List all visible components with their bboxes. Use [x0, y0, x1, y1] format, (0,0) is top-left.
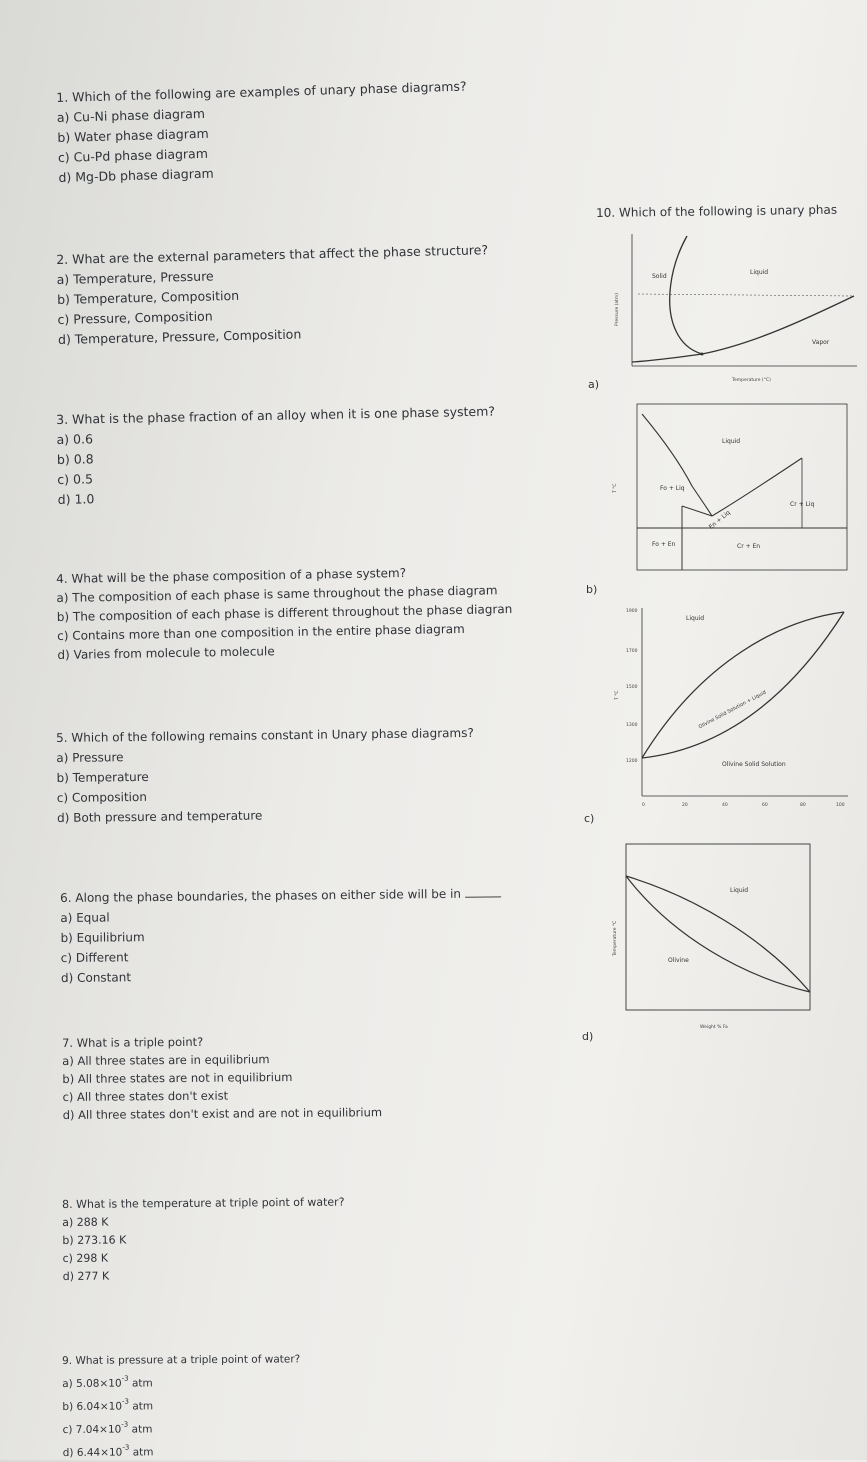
- option-text: a) 5.08×10: [62, 1377, 122, 1390]
- exponent: -3: [121, 1397, 130, 1406]
- diagram-b: [612, 398, 852, 588]
- diagram-d: [612, 836, 848, 1036]
- y-tick: 1300: [626, 723, 638, 728]
- option-c: c) 0.5: [57, 471, 94, 487]
- solid-label: Olivine: [668, 957, 689, 964]
- option-d: d) All three states don't exist and are not in equilibrium: [62, 1105, 383, 1122]
- y-axis-label: T °C: [615, 690, 620, 700]
- liquid-label: Liquid: [686, 615, 705, 622]
- option-a: a) 0.6: [56, 431, 94, 447]
- question-9: [62, 1350, 301, 1462]
- liquid-label: Liquid: [722, 438, 741, 445]
- y-axis-label: T °C: [613, 483, 618, 493]
- question-10-stem: 10. Which of the following is unary phas: [596, 202, 838, 220]
- option-a: a) All three states are in equilibrium: [62, 1052, 270, 1068]
- question-2: [56, 240, 490, 350]
- option-a: a) The composition of each phase is same throughout the phase diagram: [56, 583, 498, 605]
- fo-en-label: Fo + En: [652, 541, 676, 548]
- cr-liq-label: Cr + Liq: [790, 501, 815, 508]
- x-tick: 0: [642, 803, 645, 808]
- x-tick: 40: [722, 803, 728, 808]
- liquid-label: Liquid: [750, 269, 769, 276]
- option-b: b) Temperature: [56, 769, 149, 785]
- option-a: a) Pressure: [56, 750, 124, 765]
- question-4: [56, 562, 513, 665]
- unit: atm: [132, 1446, 154, 1459]
- option-b: b) 273.16 K: [62, 1233, 127, 1247]
- unit: atm: [132, 1400, 154, 1413]
- option-b: b) Temperature, Composition: [56, 287, 240, 307]
- diagram-a: [612, 226, 862, 386]
- option-d: d) Mg-Db phase diagram: [58, 165, 214, 185]
- question-stem: 3. What is the phase fraction of an alloy when it is one phase system?: [56, 403, 496, 427]
- x-axis-label: Weight % Fa: [700, 1025, 728, 1030]
- question-stem: 9. What is pressure at a triple point of water?: [62, 1353, 301, 1367]
- x-tick: 100: [836, 803, 845, 808]
- option-b: b) Equilibrium: [60, 930, 145, 945]
- y-axis-label: Pressure (atm): [615, 292, 620, 326]
- option-d: d) 277 K: [62, 1269, 110, 1283]
- option-c: c) Different: [60, 950, 129, 965]
- option-b: b) The composition of each phase is different throughout the phase diagran: [56, 602, 513, 624]
- y-tick: 1200: [626, 759, 638, 764]
- option-a-label: a): [588, 378, 600, 391]
- option-c-label: c): [584, 812, 595, 825]
- option-c: c) Cu-Pd phase diagram: [57, 145, 209, 165]
- question-stem: 2. What are the external parameters that affect the phase structure?: [56, 242, 489, 267]
- y-tick: 1700: [626, 649, 638, 654]
- question-stem: 4. What will be the phase composition of a phase system?: [56, 565, 407, 586]
- option-b: b) Water phase diagram: [57, 125, 209, 145]
- option-d: d) 1.0: [57, 491, 95, 507]
- option-a: [62, 1368, 300, 1393]
- option-c: c) 298 K: [62, 1251, 109, 1265]
- exponent: -3: [121, 1420, 129, 1429]
- y-tick: 1900: [626, 609, 638, 614]
- option-c: [62, 1414, 300, 1439]
- solid-label: Olivine Solid Solution: [722, 761, 786, 768]
- option-text: c) 7.04×10: [62, 1423, 122, 1436]
- option-a: a) Temperature, Pressure: [56, 268, 214, 287]
- x-tick: 20: [682, 803, 688, 808]
- question-3: [56, 402, 497, 510]
- option-d: d) Both pressure and temperature: [57, 808, 263, 825]
- option-d: d) Constant: [60, 970, 132, 985]
- option-b-label: b): [586, 583, 598, 596]
- question-5: [56, 723, 475, 828]
- option-d-label: d): [582, 1030, 594, 1043]
- option-c: c) Composition: [56, 789, 147, 805]
- answer-blank: [465, 896, 501, 897]
- question-stem: 1. Which of the following are examples of unary phase diagrams?: [56, 78, 467, 105]
- diagram-c: [612, 600, 852, 820]
- option-a: a) Cu-Ni phase diagram: [56, 105, 206, 125]
- x-axis-label: Temperature (°C): [732, 378, 771, 383]
- x-tick: 80: [800, 803, 806, 808]
- solid-label: Solid: [652, 273, 667, 280]
- option-d: d) Temperature, Pressure, Composition: [57, 326, 302, 347]
- vapor-label: Vapor: [812, 339, 830, 346]
- question-7: [62, 1031, 382, 1124]
- cr-en-label: Cr + En: [737, 543, 761, 550]
- unit: atm: [131, 1423, 153, 1436]
- option-text: d) 6.44×10: [62, 1446, 123, 1459]
- option-b: b) All three states are not in equilibrium: [62, 1069, 293, 1086]
- question-stem: 7. What is a triple point?: [62, 1034, 204, 1050]
- option-b: [62, 1391, 300, 1416]
- option-b: b) 0.8: [56, 451, 94, 467]
- option-c: c) Pressure, Composition: [57, 308, 213, 327]
- exponent: -3: [121, 1374, 129, 1383]
- question-stem: 5. Which of the following remains constant in Unary phase diagrams?: [56, 725, 474, 745]
- en-liq-label: En + Liq: [707, 509, 732, 531]
- fo-liq-label: Fo + Liq: [660, 485, 685, 492]
- option-a: a) 288 K: [62, 1215, 109, 1229]
- middle-label: Olivine Solid Solution + Liquid: [697, 689, 768, 731]
- x-tick: 60: [762, 803, 768, 808]
- question-6: [60, 883, 502, 988]
- option-text: b) 6.04×10: [62, 1400, 123, 1413]
- option-a: a) Equal: [60, 910, 110, 925]
- option-d: [63, 1437, 301, 1462]
- liquid-label: Liquid: [730, 887, 749, 894]
- option-c: c) Contains more than one composition in the entire phase diagram: [57, 621, 465, 643]
- option-c: c) All three states don't exist: [62, 1088, 229, 1104]
- exponent: -3: [122, 1443, 130, 1452]
- unit: atm: [131, 1377, 153, 1390]
- option-d: d) Varies from molecule to molecule: [57, 644, 275, 662]
- question-stem-text: 6. Along the phase boundaries, the phases on either side will be in: [60, 886, 462, 905]
- y-axis-label: Temperature °C: [613, 920, 618, 956]
- question-stem: 8. What is the temperature at triple point of water?: [62, 1195, 345, 1211]
- question-8: [62, 1194, 345, 1286]
- y-tick: 1500: [626, 685, 638, 690]
- question-1: [56, 77, 469, 188]
